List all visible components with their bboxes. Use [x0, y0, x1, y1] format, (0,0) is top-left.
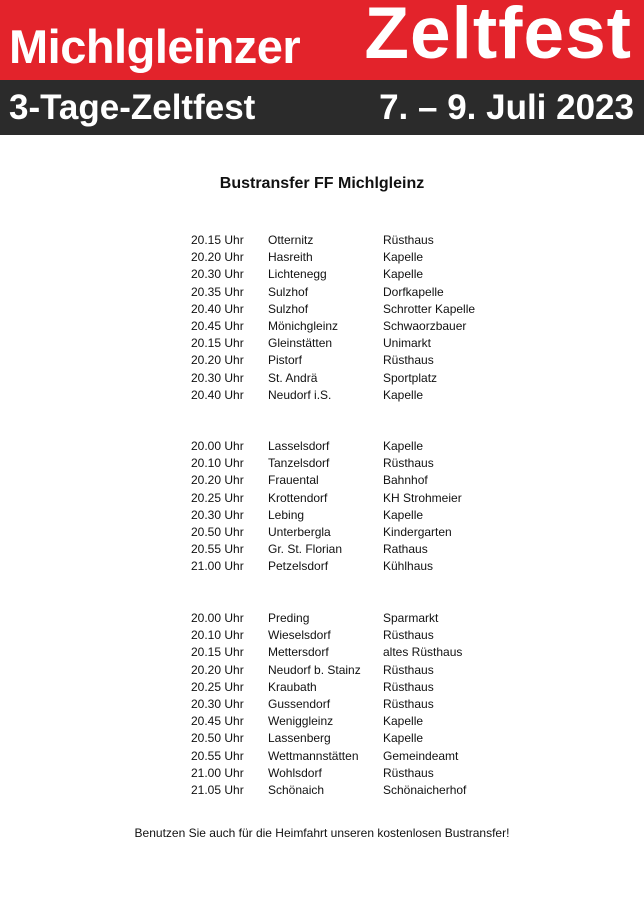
pickup-stop: Kindergarten	[383, 524, 452, 539]
pickup-place: Wettmannstätten	[268, 748, 359, 763]
pickup-stop: KH Strohmeier	[383, 490, 462, 505]
departure-time: 20.40 Uhr	[191, 387, 244, 402]
departure-time: 21.00 Uhr	[191, 559, 244, 574]
pickup-place: Lasselsdorf	[268, 439, 330, 453]
departure-time: 20.20 Uhr	[191, 353, 244, 368]
pickup-place: Krottendorf	[268, 490, 328, 505]
schedule-row	[191, 524, 511, 541]
pickup-stop: Kapelle	[383, 507, 424, 522]
schedule-row	[191, 472, 511, 489]
pickup-stop: Rüsthaus	[383, 628, 434, 643]
pickup-place: Sulzhof	[268, 284, 309, 299]
route-group-3	[191, 610, 511, 799]
pickup-stop: Sportplatz	[383, 370, 438, 385]
pickup-place: St. Andrä	[268, 370, 318, 385]
schedule-row	[191, 748, 511, 765]
pickup-stop: Rathaus	[383, 542, 428, 557]
departure-time: 20.35 Uhr	[191, 284, 244, 299]
departure-time: 20.10 Uhr	[191, 628, 244, 643]
schedule-row	[191, 352, 511, 369]
pickup-stop: Kapelle	[383, 250, 424, 265]
pickup-stop: Rüsthaus	[383, 765, 434, 780]
schedule-row	[191, 765, 511, 782]
pickup-stop: Schönaicherhof	[383, 782, 467, 797]
departure-time: 20.00 Uhr	[191, 439, 244, 453]
schedule-row	[191, 249, 511, 266]
footer-note: Benutzen Sie auch für die Heimfahrt unseren kostenlosen Bustransfer!	[134, 826, 510, 840]
departure-time: 20.10 Uhr	[191, 456, 244, 471]
pickup-stop: Kapelle	[383, 267, 424, 282]
pickup-stop: Kühlhaus	[383, 559, 434, 574]
pickup-stop: Bahnhof	[383, 473, 428, 488]
event-subtitle: 3-Tage-Zeltfest	[9, 88, 256, 127]
departure-time: 20.30 Uhr	[191, 507, 244, 522]
schedule-row	[191, 696, 511, 713]
schedule-row	[191, 662, 511, 679]
pickup-place: Gr. St. Florian	[268, 542, 343, 557]
pickup-place: Gleinstätten	[268, 336, 333, 351]
pickup-stop: Dorfkapelle	[383, 284, 444, 299]
schedule-row	[191, 644, 511, 661]
event-title: Zeltfest	[364, 0, 632, 74]
departure-time: 20.15 Uhr	[191, 645, 244, 660]
pickup-stop: Kapelle	[383, 387, 424, 402]
pickup-stop: Kapelle	[383, 439, 424, 453]
pickup-stop: Rüsthaus	[383, 679, 434, 694]
pickup-place: Unterbergla	[268, 524, 331, 539]
schedule-row	[191, 438, 511, 455]
pickup-stop: Schrotter Kapelle	[383, 301, 476, 316]
schedule-row	[191, 455, 511, 472]
departure-time: 21.05 Uhr	[191, 782, 244, 797]
departure-time: 21.00 Uhr	[191, 765, 244, 780]
departure-time: 20.30 Uhr	[191, 696, 244, 711]
pickup-place: Mettersdorf	[268, 645, 329, 660]
departure-time: 20.45 Uhr	[191, 318, 244, 333]
pickup-place: Wohlsdorf	[268, 765, 322, 780]
pickup-stop: Kapelle	[383, 714, 424, 729]
pickup-stop: Rüsthaus	[383, 233, 434, 247]
route-group-2	[191, 438, 511, 576]
departure-time: 20.50 Uhr	[191, 524, 244, 539]
pickup-stop: Rüsthaus	[383, 456, 434, 471]
schedule-row	[191, 387, 511, 404]
schedule-row	[191, 713, 511, 730]
schedule-row	[191, 541, 511, 558]
pickup-place: Wenigglеinz	[268, 714, 334, 729]
departure-time: 20.25 Uhr	[191, 490, 244, 505]
pickup-place: Kraubath	[268, 679, 317, 694]
schedule-row	[191, 490, 511, 507]
departure-time: 20.20 Uhr	[191, 473, 244, 488]
route-group-1	[191, 232, 511, 404]
pickup-place: Petzelsdorf	[268, 559, 329, 574]
header-banner	[0, 0, 644, 80]
departure-time: 20.20 Uhr	[191, 662, 244, 677]
schedule-row	[191, 318, 511, 335]
pickup-place: Sulzhof	[268, 301, 309, 316]
departure-time: 20.55 Uhr	[191, 542, 244, 557]
departure-time: 20.30 Uhr	[191, 267, 244, 282]
pickup-place: Gussendorf	[268, 696, 331, 711]
event-dates: 7. – 9. Juli 2023	[379, 88, 634, 127]
pickup-place: Neudorf b. Stainz	[268, 662, 361, 677]
pickup-place: Hasreith	[268, 250, 313, 265]
event-host-name: Michlgleinzer	[9, 20, 301, 73]
pickup-stop: altes Rüsthaus	[383, 645, 463, 660]
pickup-stop: Gemeindeamt	[383, 748, 459, 763]
schedule-row	[191, 610, 511, 627]
departure-time: 20.45 Uhr	[191, 714, 244, 729]
date-banner	[0, 80, 644, 135]
pickup-place: Frauental	[268, 473, 319, 488]
departure-time: 20.25 Uhr	[191, 679, 244, 694]
schedule-title: Bustransfer FF Michlgleinz	[219, 175, 425, 192]
schedule-row	[191, 782, 511, 799]
pickup-place: Tanzelsdorf	[268, 456, 330, 471]
schedule-row	[191, 232, 511, 249]
schedule-row	[191, 627, 511, 644]
pickup-place: Neudorf i.S.	[268, 387, 332, 402]
pickup-stop: Sparmarkt	[383, 611, 439, 625]
schedule-row	[191, 266, 511, 283]
pickup-stop: Rüsthaus	[383, 696, 434, 711]
pickup-place: Wieselsdorf	[268, 628, 331, 643]
pickup-place: Otternitz	[268, 233, 314, 247]
departure-time: 20.55 Uhr	[191, 748, 244, 763]
pickup-place: Preding	[268, 611, 310, 625]
pickup-stop: Rüsthaus	[383, 662, 434, 677]
departure-time: 20.20 Uhr	[191, 250, 244, 265]
departure-time: 20.00 Uhr	[191, 611, 244, 625]
pickup-stop: Rüsthaus	[383, 353, 434, 368]
pickup-place: Schönaich	[268, 782, 325, 797]
departure-time: 20.40 Uhr	[191, 301, 244, 316]
pickup-place: Pistorf	[268, 353, 303, 368]
schedule-row	[191, 301, 511, 318]
pickup-stop: Schwaorzbauer	[383, 318, 467, 333]
pickup-stop: Kapelle	[383, 731, 424, 746]
pickup-place: Mönichgleinz	[268, 318, 339, 333]
schedule-row	[191, 558, 511, 575]
schedule-row	[191, 730, 511, 747]
schedule-row	[191, 335, 511, 352]
departure-time: 20.50 Uhr	[191, 731, 244, 746]
departure-time: 20.30 Uhr	[191, 370, 244, 385]
pickup-place: Lassenberg	[268, 731, 331, 746]
pickup-place: Lebing	[268, 507, 305, 522]
departure-time: 20.15 Uhr	[191, 336, 244, 351]
schedule-row	[191, 284, 511, 301]
pickup-stop: Unimarkt	[383, 336, 432, 351]
departure-time: 20.15 Uhr	[191, 233, 244, 247]
schedule-row	[191, 679, 511, 696]
pickup-place: Lichtenegg	[268, 267, 327, 282]
schedule-row	[191, 507, 511, 524]
schedule-row	[191, 370, 511, 387]
